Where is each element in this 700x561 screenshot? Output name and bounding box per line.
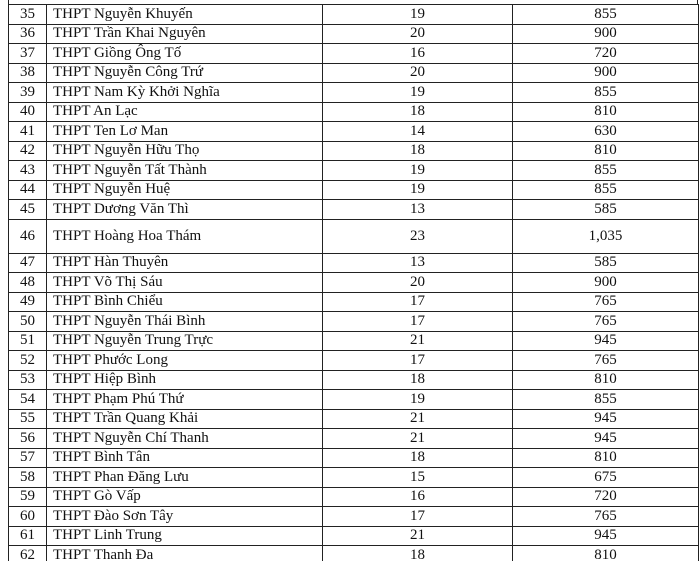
- row-number-cell: 47: [9, 253, 47, 273]
- class-count-cell: 17: [323, 507, 513, 527]
- student-count-cell: 765: [513, 292, 699, 312]
- school-name-cell: THPT Nguyễn Công Trứ: [47, 63, 323, 83]
- student-count-cell: 765: [513, 507, 699, 527]
- student-count-cell: 765: [513, 351, 699, 371]
- school-name-cell: THPT An Lạc: [47, 102, 323, 122]
- table-row: [9, 351, 699, 371]
- school-name-cell: THPT Trần Khai Nguyên: [47, 24, 323, 44]
- school-name-cell: THPT Phan Đăng Lưu: [47, 468, 323, 488]
- student-count-cell: 810: [513, 546, 699, 561]
- school-name-cell: THPT Nguyễn Hữu Thọ: [47, 141, 323, 161]
- student-count-cell: 855: [513, 5, 699, 25]
- row-number-cell: 60: [9, 507, 47, 527]
- table-row: [9, 180, 699, 200]
- table-row: [9, 161, 699, 181]
- table-row: [9, 487, 699, 507]
- class-count-cell: 17: [323, 312, 513, 332]
- student-count-cell: 630: [513, 122, 699, 142]
- class-count-cell: 19: [323, 161, 513, 181]
- student-count-cell: 945: [513, 409, 699, 429]
- row-number-cell: 45: [9, 200, 47, 220]
- row-number-cell: 55: [9, 409, 47, 429]
- student-count-cell: 855: [513, 83, 699, 103]
- table-row: [9, 507, 699, 527]
- school-name-cell: THPT Trần Quang Khải: [47, 409, 323, 429]
- student-count-cell: 900: [513, 24, 699, 44]
- school-name-cell: THPT Phạm Phú Thứ: [47, 390, 323, 410]
- row-number-cell: 61: [9, 526, 47, 546]
- table-row: [9, 122, 699, 142]
- school-name-cell: THPT Giồng Ông Tố: [47, 44, 323, 64]
- student-count-cell: 585: [513, 253, 699, 273]
- student-count-cell: 855: [513, 180, 699, 200]
- row-number-cell: 46: [9, 219, 47, 253]
- table-row: [9, 141, 699, 161]
- class-count-cell: 16: [323, 44, 513, 64]
- school-table-body: [9, 5, 699, 561]
- row-number-cell: 56: [9, 429, 47, 449]
- school-table: [8, 4, 699, 561]
- row-number-cell: 40: [9, 102, 47, 122]
- school-name-cell: THPT Nguyễn Huệ: [47, 180, 323, 200]
- table-row: [9, 429, 699, 449]
- student-count-cell: 585: [513, 200, 699, 220]
- school-name-cell: THPT Nguyễn Khuyến: [47, 5, 323, 25]
- class-count-cell: 20: [323, 273, 513, 293]
- table-row: [9, 63, 699, 83]
- table-row: [9, 102, 699, 122]
- row-number-cell: 62: [9, 546, 47, 561]
- class-count-cell: 20: [323, 24, 513, 44]
- student-count-cell: 945: [513, 429, 699, 449]
- school-name-cell: THPT Nguyễn Chí Thanh: [47, 429, 323, 449]
- school-name-cell: THPT Đào Sơn Tây: [47, 507, 323, 527]
- class-count-cell: 19: [323, 83, 513, 103]
- school-name-cell: THPT Thanh Đa: [47, 546, 323, 561]
- school-name-cell: THPT Bình Chiểu: [47, 292, 323, 312]
- school-name-cell: THPT Nguyễn Trung Trực: [47, 331, 323, 351]
- table-row: [9, 448, 699, 468]
- table-row: [9, 312, 699, 332]
- class-count-cell: 21: [323, 409, 513, 429]
- row-number-cell: 50: [9, 312, 47, 332]
- row-number-cell: 37: [9, 44, 47, 64]
- row-number-cell: 53: [9, 370, 47, 390]
- student-count-cell: 1,035: [513, 219, 699, 253]
- row-number-cell: 36: [9, 24, 47, 44]
- school-name-cell: THPT Nguyễn Thái Bình: [47, 312, 323, 332]
- student-count-cell: 900: [513, 63, 699, 83]
- school-name-cell: THPT Võ Thị Sáu: [47, 273, 323, 293]
- student-count-cell: 900: [513, 273, 699, 293]
- class-count-cell: 18: [323, 370, 513, 390]
- table-row: [9, 83, 699, 103]
- school-name-cell: THPT Dương Văn Thì: [47, 200, 323, 220]
- student-count-cell: 810: [513, 141, 699, 161]
- student-count-cell: 810: [513, 370, 699, 390]
- row-number-cell: 35: [9, 5, 47, 25]
- class-count-cell: 13: [323, 200, 513, 220]
- row-number-cell: 51: [9, 331, 47, 351]
- table-row: [9, 546, 699, 561]
- student-count-cell: 855: [513, 161, 699, 181]
- class-count-cell: 15: [323, 468, 513, 488]
- row-number-cell: 49: [9, 292, 47, 312]
- table-row: [9, 409, 699, 429]
- class-count-cell: 18: [323, 141, 513, 161]
- school-name-cell: THPT Ten Lơ Man: [47, 122, 323, 142]
- table-row: [9, 44, 699, 64]
- class-count-cell: 17: [323, 351, 513, 371]
- row-number-cell: 59: [9, 487, 47, 507]
- table-row: [9, 5, 699, 25]
- table-row: [9, 253, 699, 273]
- class-count-cell: 20: [323, 63, 513, 83]
- row-number-cell: 44: [9, 180, 47, 200]
- table-row: [9, 273, 699, 293]
- table-row: [9, 24, 699, 44]
- class-count-cell: 21: [323, 429, 513, 449]
- class-count-cell: 13: [323, 253, 513, 273]
- class-count-cell: 17: [323, 292, 513, 312]
- student-count-cell: 765: [513, 312, 699, 332]
- student-count-cell: 810: [513, 448, 699, 468]
- class-count-cell: 14: [323, 122, 513, 142]
- table-row: [9, 219, 699, 253]
- row-number-cell: 38: [9, 63, 47, 83]
- school-name-cell: THPT Bình Tân: [47, 448, 323, 468]
- class-count-cell: 21: [323, 331, 513, 351]
- student-count-cell: 720: [513, 44, 699, 64]
- class-count-cell: 19: [323, 5, 513, 25]
- table-row: [9, 390, 699, 410]
- row-number-cell: 57: [9, 448, 47, 468]
- class-count-cell: 21: [323, 526, 513, 546]
- class-count-cell: 18: [323, 448, 513, 468]
- row-number-cell: 54: [9, 390, 47, 410]
- class-count-cell: 16: [323, 487, 513, 507]
- class-count-cell: 19: [323, 390, 513, 410]
- table-row: [9, 331, 699, 351]
- school-name-cell: THPT Nam Kỳ Khởi Nghĩa: [47, 83, 323, 103]
- row-number-cell: 39: [9, 83, 47, 103]
- table-row: [9, 200, 699, 220]
- student-count-cell: 945: [513, 331, 699, 351]
- class-count-cell: 18: [323, 102, 513, 122]
- table-row: [9, 370, 699, 390]
- student-count-cell: 945: [513, 526, 699, 546]
- school-name-cell: THPT Nguyễn Tất Thành: [47, 161, 323, 181]
- class-count-cell: 18: [323, 546, 513, 561]
- row-number-cell: 41: [9, 122, 47, 142]
- school-name-cell: THPT Phước Long: [47, 351, 323, 371]
- row-number-cell: 52: [9, 351, 47, 371]
- row-number-cell: 58: [9, 468, 47, 488]
- student-count-cell: 720: [513, 487, 699, 507]
- student-count-cell: 855: [513, 390, 699, 410]
- student-count-cell: 675: [513, 468, 699, 488]
- table-row: [9, 526, 699, 546]
- school-name-cell: THPT Hiệp Bình: [47, 370, 323, 390]
- row-number-cell: 43: [9, 161, 47, 181]
- class-count-cell: 23: [323, 219, 513, 253]
- row-number-cell: 48: [9, 273, 47, 293]
- school-name-cell: THPT Hàn Thuyên: [47, 253, 323, 273]
- school-name-cell: THPT Gò Vấp: [47, 487, 323, 507]
- school-name-cell: THPT Linh Trung: [47, 526, 323, 546]
- table-row: [9, 292, 699, 312]
- row-number-cell: 42: [9, 141, 47, 161]
- school-name-cell: THPT Hoàng Hoa Thám: [47, 219, 323, 253]
- class-count-cell: 19: [323, 180, 513, 200]
- student-count-cell: 810: [513, 102, 699, 122]
- table-row: [9, 468, 699, 488]
